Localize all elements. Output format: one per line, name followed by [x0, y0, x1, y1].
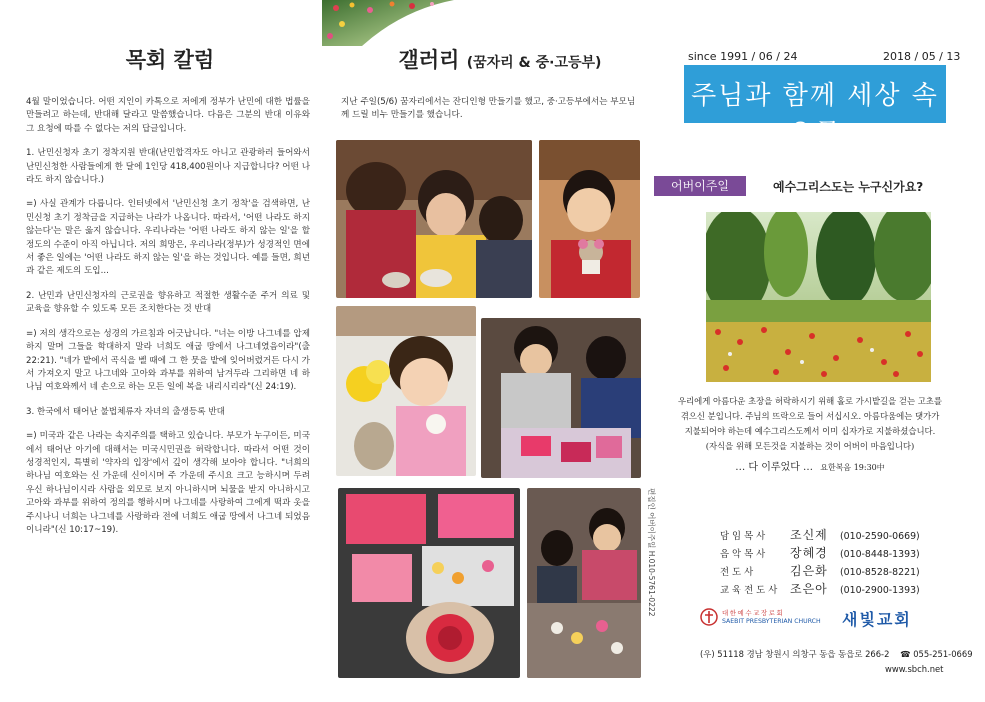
staff-phone: (010-2590-0669): [840, 531, 920, 542]
staff-row: [720, 562, 920, 579]
quote-reference: 요한복음 19:30中: [820, 463, 885, 472]
staff-row: [720, 544, 920, 561]
photo-girl-flower: [336, 306, 476, 476]
staff-role: 담임목사: [720, 531, 769, 542]
column-paragraph: 1. 난민신청자 초기 정착지원 반대(난민합격자도 아니고 관광하러 들어와서 난민신청한 사람들에게 한 달에 1인당 418,400원이나 지급합니다? 어떤 나라도 하지 않습니다.): [26, 148, 310, 186]
staff-row: [720, 580, 920, 597]
masthead-banner: [684, 65, 946, 148]
vertical-note-text: 편집인 어버이주일 H.010-5761-0222: [647, 488, 656, 617]
photo-group-table: [527, 488, 641, 678]
column-paragraph: =) 저의 생각으로는 성경의 가르침과 어긋납니다. "너는 이방 나그네를 압제하지 말며 그들을 학대하지 말라 너희도 애굽 땅에서 나그네였음이라"(출 22:21). "네가 밭에서 곡식을 벨 때에 그 한 뭇을 밭에 잊어버렸거든 다시 가서 가져오지 말고 나그네와 고아와 과부를 위하여 남겨두라 그리하면 네 하나님 여호와께서 네 손으로 하는 모든 일에 복을 내리시리라"(신 24:19).: [26, 328, 310, 393]
quote-text: … 다 이루었다 …: [735, 462, 814, 473]
staff-phone: (010-8528-8221): [840, 567, 920, 578]
church-address: [700, 648, 973, 660]
photo-boy-doll: [539, 140, 640, 298]
photo-children-crafts: [336, 140, 532, 298]
church-name: 새빛교회: [842, 610, 912, 629]
staff-role: 음악목사: [720, 549, 769, 560]
church-denomination: 대한예수교장로회: [722, 609, 785, 617]
photo-soap-molds: [338, 488, 520, 678]
gallery-intro: 지난 주일(5/6) 꿈자리에서는 잔디인형 만들기를 했고, 중·고등부에서는 부모님께 드릴 비누 만들기를 했습니다.: [341, 97, 636, 121]
gallery-subtitle: (꿈자리 & 중·고등부): [466, 55, 602, 71]
sunday-badge: [654, 176, 746, 196]
poem-line: 겪으신 분입니다. 주님의 뜨락으로 들어 서십시오. 아름다움에는 댓가가: [680, 411, 940, 421]
staff-role: 전도사: [720, 567, 757, 578]
poem-line: 우리에게 아름다운 초장을 허락하시기 위해 홀로 가시밭길을 걷는 고초를: [677, 396, 942, 406]
church-english-name: SAEBIT PRESBYTERIAN CHURCH: [722, 618, 821, 625]
vertical-note: [645, 488, 657, 688]
church-website: www.sbch.net: [885, 664, 944, 674]
poem-line: (자식을 위해 모든것을 지불하는 것이 어버이 마음입니다): [705, 441, 915, 451]
staff-name: 조신제: [790, 528, 828, 542]
feature-poem: [660, 394, 960, 454]
staff-phone: (010-2900-1393): [840, 585, 920, 596]
staff-name: 김은화: [790, 564, 828, 578]
column-paragraph: =) 사실 관계가 다릅니다. 인터넷에서 '난민신청 초기 정착'을 검색하면, 난민신청 초기 정착금을 지급하는 나라가 나옵니다. 따라서, '어떤 나라도 하지 않는다'는 말은 옳지 않습니다. 우리나라는 '어떤 나라도 하지 않는 일'을 할 정도의 수준이 아직 아닙니다. 저의 희망은, 우리나라(정부)가 성경적인 면에서 좋은 일에는 '어떤 나라도 하지 않는 일'을 하는 것입니다. 예를 들면, 희년과 같은 제도의 도입...: [26, 199, 310, 277]
since-date: since 1991 / 06 / 24: [688, 50, 798, 63]
feature-heading: 예수그리스도는 누구신가요?: [773, 180, 924, 194]
gallery-title-text: 갤러리: [398, 48, 460, 72]
church-phone: ☎ 055-251-0669: [900, 649, 973, 659]
column-paragraph: 3. 한국에서 태어난 불법체류자 자녀의 출생등록 반대: [26, 406, 225, 417]
staff-phone: (010-8448-1393): [840, 549, 920, 560]
flower-header-image: [322, 0, 454, 46]
flower-field-painting: [706, 212, 931, 382]
address-text: (우) 51118 경남 창원시 의창구 동읍 동읍로 266-2: [700, 649, 890, 659]
column-title: 목회 칼럼: [125, 48, 215, 72]
sunday-badge-text: 어버이주일: [671, 179, 729, 193]
masthead-title: 주님과 함께 세상 속으로: [691, 81, 939, 148]
column-paragraph: 4월 말이었습니다. 어떤 지인이 카톡으로 저에게 정부가 난민에 대한 법률을 만들려고 하는데, 반대해 달라고 말씀했습니다. 다음은 그분의 반대 이유와 그 요청에 따를 수 없다는 저의 답글입니다.: [26, 97, 310, 134]
poem-line: 지불되어야 하는데 예수그리스도께서 이미 십자가로 지불하셨습니다.: [684, 426, 936, 436]
staff-list: [720, 526, 960, 596]
staff-role: 교육전도사: [720, 585, 781, 596]
church-logo-icon: [700, 608, 718, 626]
column-body: [26, 96, 310, 548]
photo-teen-soap: [481, 318, 641, 478]
staff-name: 장혜경: [790, 546, 828, 560]
issue-date: 2018 / 05 / 13: [883, 50, 961, 63]
column-paragraph: =) 미국과 같은 나라는 속지주의를 택하고 있습니다. 부모가 누구이든, 미국에서 태어난 아기에 대해서는 미국시민권을 허락합니다. 따라서 어떤 것이 성경적인지, 특별히 '약자의 입장'에서 깊이 생각해 보아야 합니다. "너희의 하나님 여호와는 신 가운데 신이시며 주 가운데 주시요 크고 능하시며 두려우신 하나님이시라 사람을 외모로 보지 아니하시며 뇌물을 받지 아니하시고 고아와 과부를 위하여 정의를 행하시며 나그네를 사랑하여 그에게 떡과 옷을 주시나니 너희는 나그네를 사랑하라 전에 너희도 애굽 땅에서 나그네 되었음이니라"(신 10:17~19).: [26, 431, 310, 535]
column-paragraph: 2. 난민과 난민신청자의 근로권을 향유하고 적절한 생활수준 주거 의료 및 교육을 향유할 수 있도록 모든 조치한다는 것 반대: [26, 290, 310, 315]
staff-row: [720, 526, 920, 543]
quote-block: [660, 458, 960, 473]
gallery-title: [370, 44, 630, 74]
staff-name: 조은아: [790, 582, 828, 596]
